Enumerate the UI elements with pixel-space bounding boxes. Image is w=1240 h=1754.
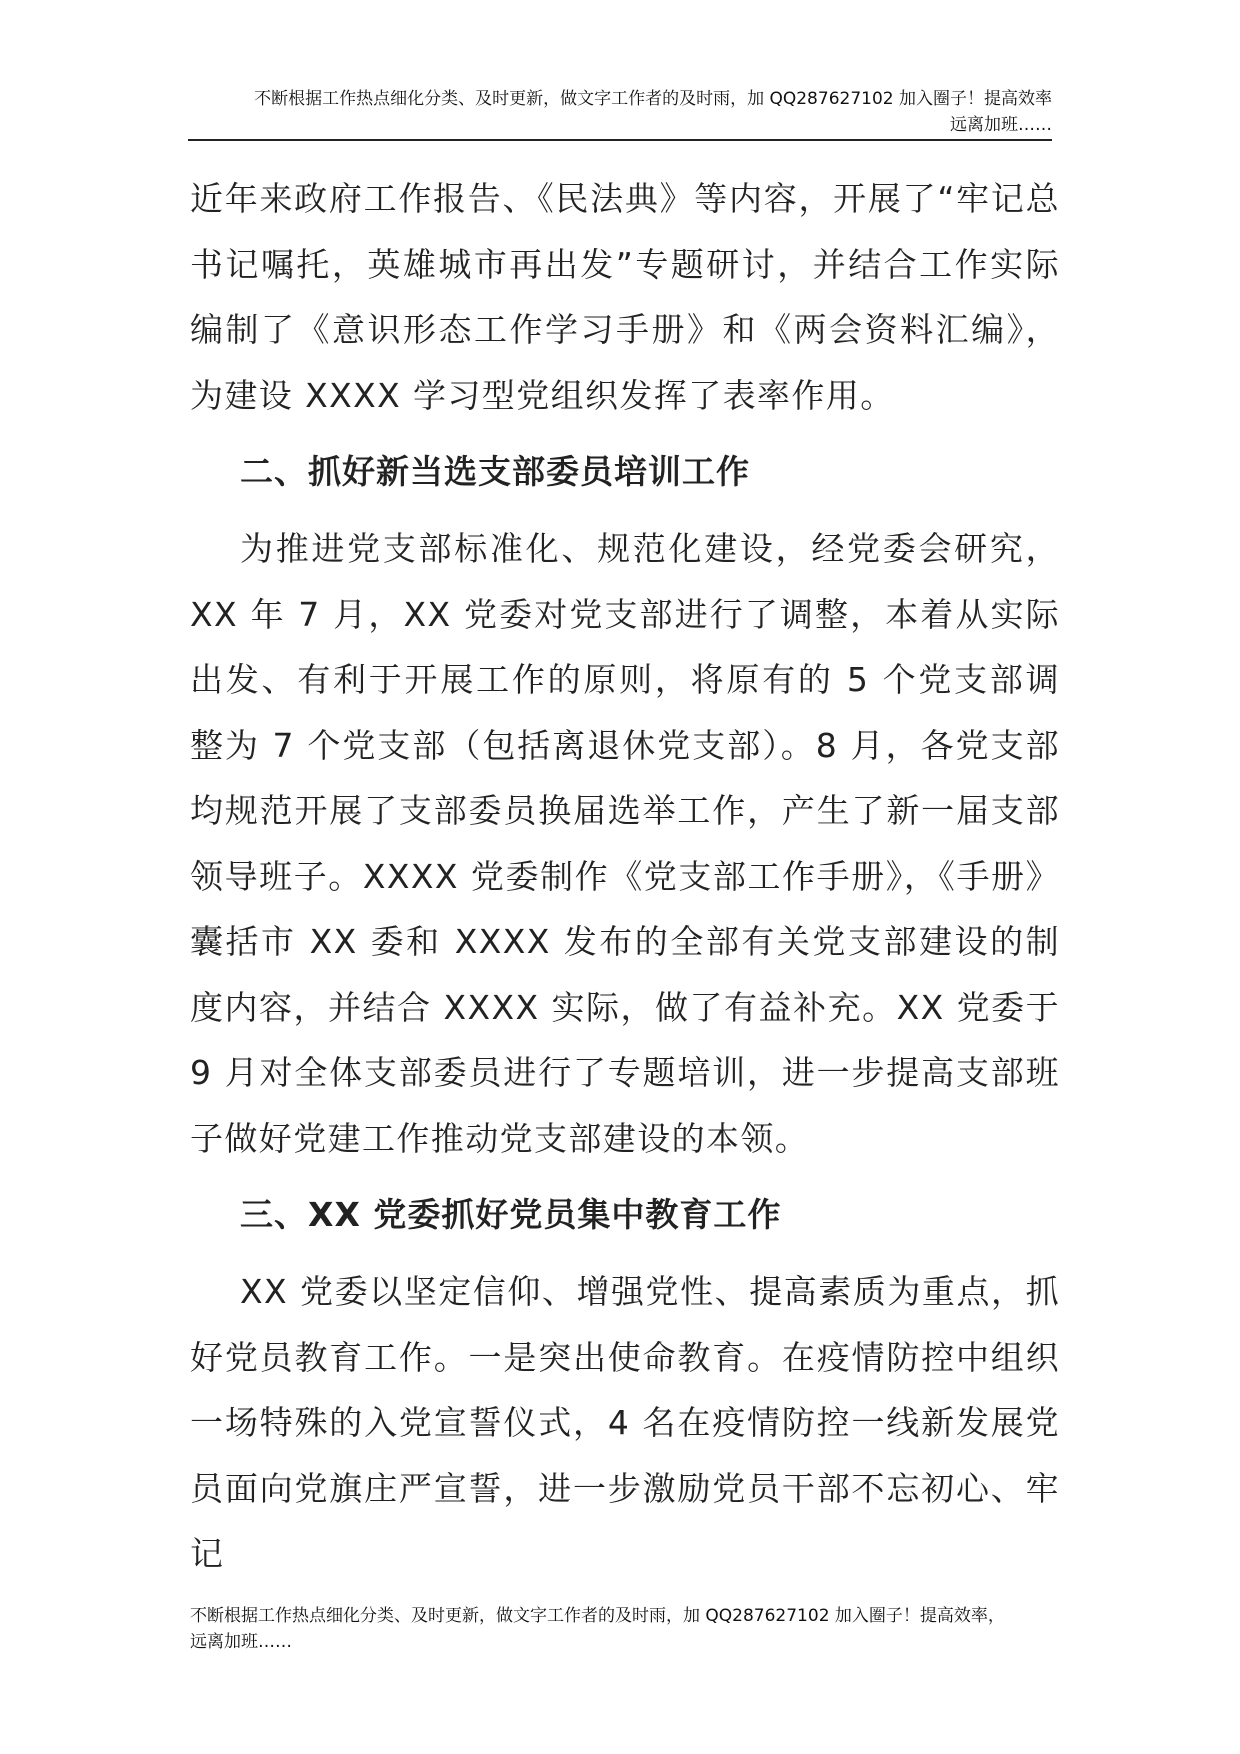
document-body (190, 166, 1060, 1587)
section-heading-2: 二、抓好新当选支部委员培训工作 (240, 452, 750, 491)
footer-line-2: 远离加班…… (190, 1632, 292, 1652)
header-divider (188, 139, 1052, 141)
paragraph-continued: 近年来政府工作报告、《民法典》等内容，开展了“牢记总书记嘱托，英雄城市再出发”专题研讨，并结合工作实际编制了《意识形态工作学习手册》和《两会资料汇编》，为建设 XXXX 学习型党组织发挥了表率作用。 (190, 179, 1060, 415)
header-line-1: 不断根据工作热点细化分类、及时更新，做文字工作者的及时雨，加 QQ287627102 加入圈子！提高效率 (254, 89, 1052, 109)
paragraph-section-2: 为推进党支部标准化、规范化建设，经党委会研究，XX 年 7 月，XX 党委对党支部进行了调整，本着从实际出发、有利于开展工作的原则，将原有的 5 个党支部调整为 7 个党支部（包括离退休党支部）。8 月，各党支部均规范开展了支部委员换届选举工作，产生了新一届支部领导班子。XXXX 党委制作《党支部工作手册》，《手册》囊括市 XX 委和 XXXX 发布的全部有关党支部建设的制度内容，并结合 XXXX 实际，做了有益补充。XX 党委于 9 月对全体支部委员进行了专题培训，进一步提高支部班子做好党建工作推动党支部建设的本领。 (190, 529, 1060, 1158)
section-heading-3: 三、XX 党委抓好党员集中教育工作 (240, 1195, 782, 1234)
page-header (190, 86, 1052, 138)
footer-line-1: 不断根据工作热点细化分类、及时更新，做文字工作者的及时雨，加 QQ287627102 加入圈子！提高效率， (190, 1606, 1005, 1626)
page-footer (190, 1603, 1070, 1655)
header-line-2: 远离加班…… (950, 115, 1052, 135)
paragraph-section-3: XX 党委以坚定信仰、增强党性、提高素质为重点，抓好党员教育工作。一是突出使命教育。在疫情防控中组织一场特殊的入党宣誓仪式，4 名在疫情防控一线新发展党员面向党旗庄严宣誓，进一步激励党员干部不忘初心、牢记 (190, 1272, 1060, 1573)
